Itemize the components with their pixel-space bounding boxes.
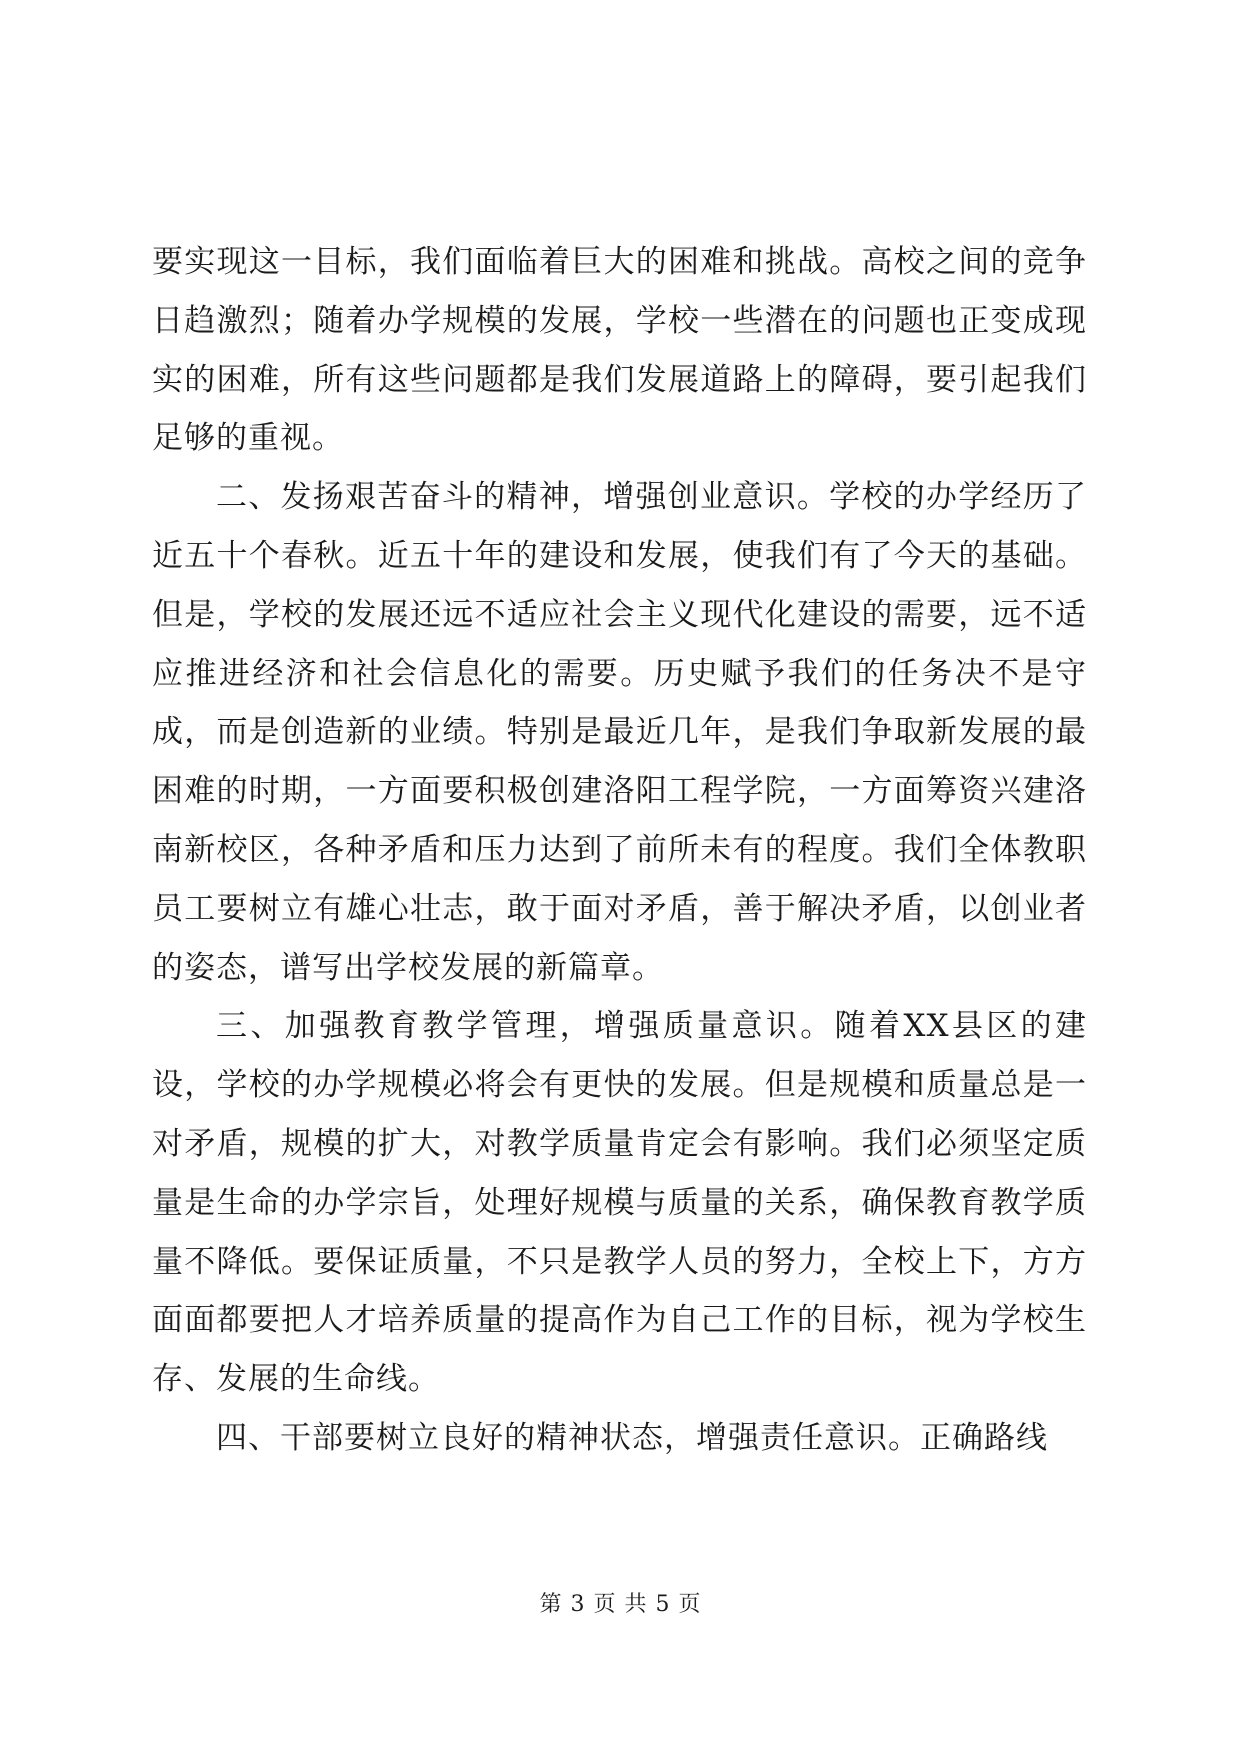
document-body [152,233,1087,1468]
paragraph-section-2: 二、发扬艰苦奋斗的精神，增强创业意识。学校的办学经历了近五十个春秋。近五十年的建设和发展，使我们有了今天的基础。但是，学校的发展还远不适应社会主义现代化建设的需要，远不适应推进经济和社会信息化的需要。历史赋予我们的任务决不是守成，而是创造新的业绩。特别是最近几年，是我们争取新发展的最困难的时期，一方面要积极创建洛阳工程学院，一方面筹资兴建洛南新校区，各种矛盾和压力达到了前所未有的程度。我们全体教职员工要树立有雄心壮志，敢于面对矛盾，善于解决矛盾，以创业者的姿态，谱写出学校发展的新篇章。 [152,479,1087,986]
page-number-footer: 第 3 页 共 5 页 [539,1592,702,1617]
paragraph-section-3: 三、加强教育教学管理，增强质量意识。随着XX县区的建设，学校的办学规模必将会有更快的发展。但是规模和质量总是一对矛盾，规模的扩大，对教学质量肯定会有影响。我们必须坚定质量是生命的办学宗旨，处理好规模与质量的关系，确保教育教学质量不降低。要保证质量，不只是教学人员的努力，全校上下，方方面面都要把人才培养质量的提高作为自己工作的目标，视为学校生存、发展的生命线。 [152,1008,1087,1398]
paragraph-continuation: 要实现这一目标，我们面临着巨大的困难和挑战。高校之间的竞争日趋激烈；随着办学规模的发展，学校一些潜在的问题也正变成现实的困难，所有这些问题都是我们发展道路上的障碍，要引起我们足够的重视。 [152,244,1087,457]
paragraph-section-4: 四、干部要树立良好的精神状态，增强责任意识。正确路线 [216,1419,1048,1456]
